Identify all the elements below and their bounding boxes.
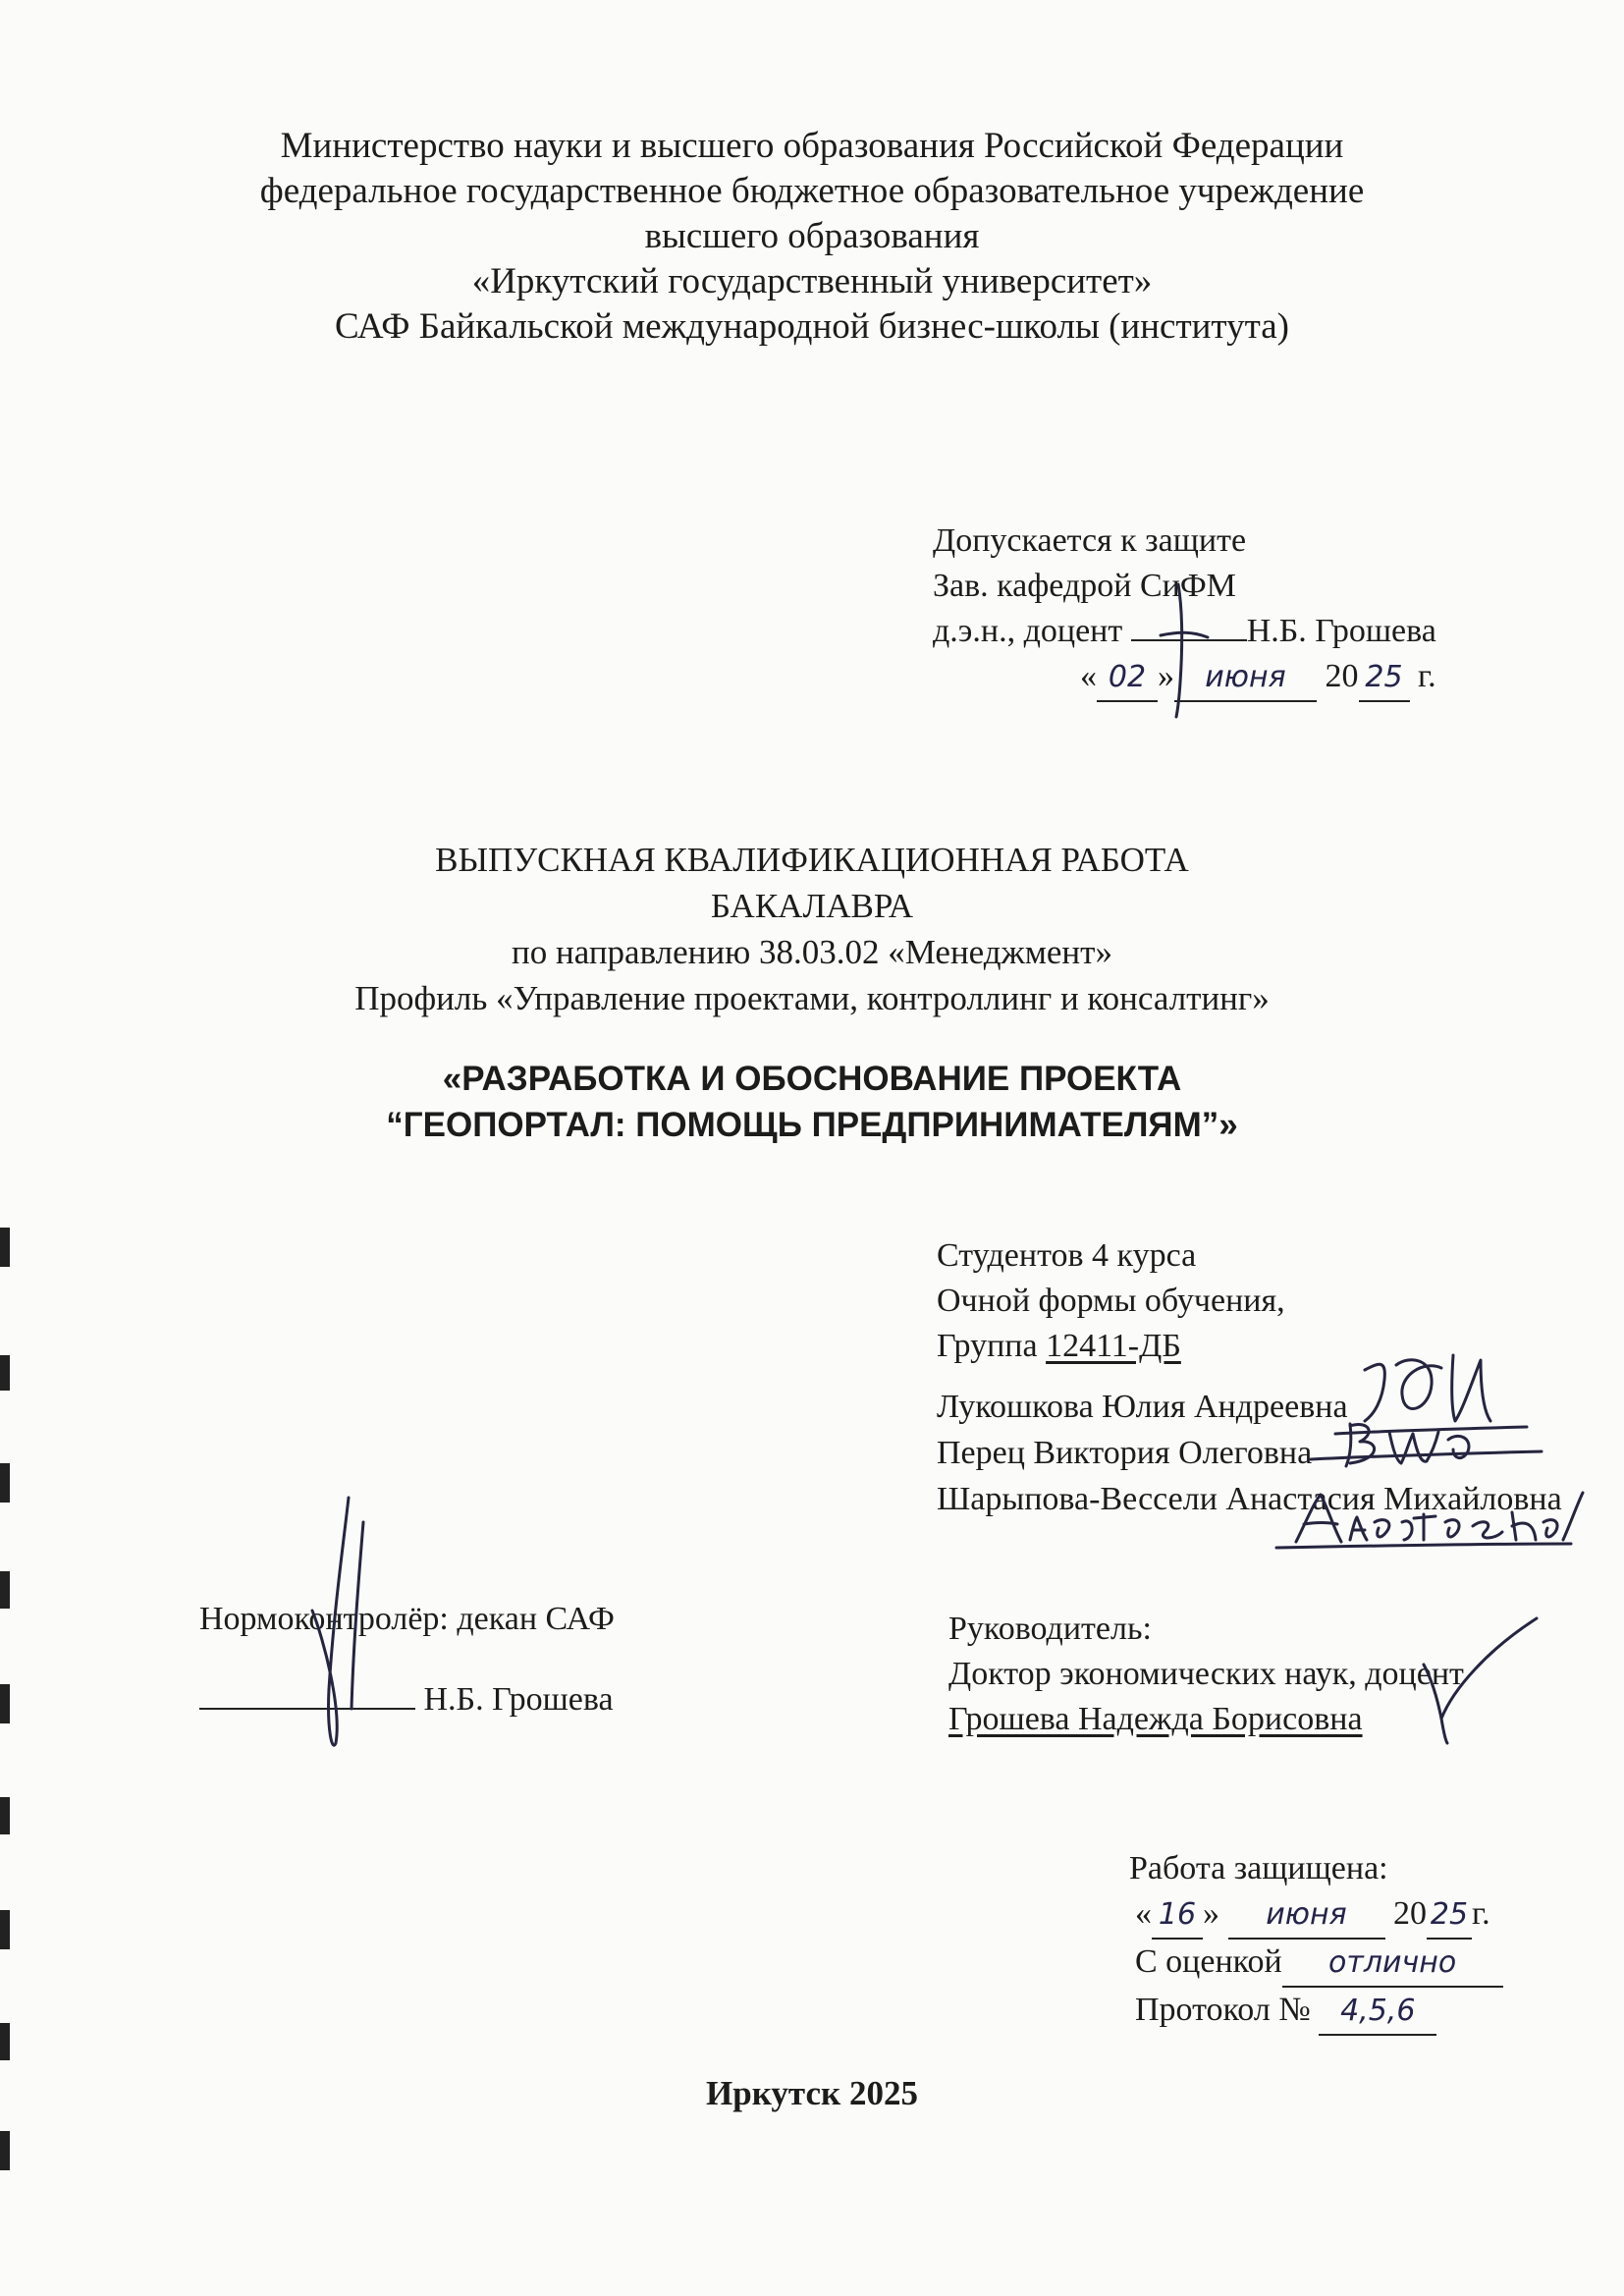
author-signature-3 [1276, 1483, 1591, 1561]
approval-signature [1149, 574, 1227, 722]
scan-edge-mark [0, 2131, 10, 2170]
normocontrol-name: Н.Б. Грошева [423, 1681, 614, 1718]
students-group [937, 1324, 1285, 1369]
thesis-topic [0, 1056, 1624, 1148]
scan-edge-mark [0, 1797, 10, 1834]
approval-line: Допускается к защите [933, 522, 1247, 559]
supervisor-title: Доктор экономических наук, доцент [948, 1656, 1464, 1692]
grade-label: С оценкой [1135, 1943, 1282, 1980]
approval-date-month: июня [1174, 655, 1317, 702]
normocontrol-signature [295, 1493, 373, 1758]
defense-date [1129, 1891, 1503, 1940]
defense-date-day: 16 [1152, 1892, 1203, 1940]
quote-close: » [1203, 1895, 1219, 1932]
city-year: Иркутск 2025 [706, 2074, 918, 2112]
quote-open: « [1135, 1895, 1152, 1932]
students-line: Студентов 4 курса [937, 1237, 1197, 1274]
scan-edge-mark [0, 1463, 10, 1503]
scan-edge-mark [0, 1571, 10, 1609]
protocol-value: 4,5,6 [1319, 1989, 1436, 2036]
header-line: САФ Байкальской международной бизнес-школы (института) [335, 306, 1289, 347]
defense-grade [1129, 1940, 1503, 1988]
group-label: Группа [937, 1328, 1038, 1364]
header-line: «Иркутский государственный университет» [471, 261, 1153, 301]
scan-edge-mark [0, 2023, 10, 2060]
quote-open: « [1080, 658, 1097, 694]
header-line: федеральное государственное бюджетное образовательное учреждение [259, 171, 1365, 211]
supervisor-block [948, 1607, 1464, 1742]
scan-edge-mark [0, 1684, 10, 1723]
topic-line: “ГЕОПОРТАЛ: ПОМОЩЬ ПРЕДПРИНИМАТЕЛЯМ”» [386, 1106, 1238, 1144]
approval-title: д.э.н., доцент [933, 613, 1123, 649]
approval-date-year-prefix: 20 [1325, 658, 1359, 694]
author-signature-2 [1311, 1412, 1546, 1481]
supervisor-signature [1414, 1611, 1551, 1748]
defense-label: Работа защищена: [1129, 1850, 1388, 1886]
defense-protocol [1129, 1988, 1503, 2036]
defense-date-unit: г. [1472, 1895, 1490, 1932]
author-name: Шарыпова-Вессели Анастасия Михайловна [937, 1481, 1562, 1517]
topic-line: «РАЗРАБОТКА И ОБОСНОВАНИЕ ПРОЕКТА [442, 1060, 1182, 1098]
normocontrol-label: Нормоконтролёр: декан САФ [199, 1601, 615, 1637]
header-line: Министерство науки и высшего образования Российской Федерации [280, 126, 1344, 166]
normocontrol-block [199, 1579, 615, 1740]
students-line: Очной формы обучения, [937, 1283, 1285, 1319]
title-line: Профиль «Управление проектами, контроллинг и консалтинг» [354, 979, 1270, 1017]
ministry-header [0, 124, 1624, 350]
approval-date-day: 02 [1097, 655, 1158, 702]
supervisor-name: Грошева Надежда Борисовна [948, 1701, 1363, 1737]
title-line: БАКАЛАВРА [710, 887, 914, 925]
defense-block [1129, 1846, 1503, 2036]
defense-date-year-prefix: 20 [1393, 1895, 1427, 1932]
normocontrol-signature-line [199, 1660, 615, 1740]
author-name: Перец Виктория Олеговна [937, 1435, 1313, 1471]
title-line: по направлению 38.03.02 «Менеджмент» [512, 933, 1112, 971]
students-block [937, 1233, 1285, 1369]
quote-close: » [1158, 658, 1174, 694]
scan-edge-mark [0, 1910, 10, 1949]
thesis-title-block [0, 837, 1624, 1021]
defense-date-month: июня [1228, 1892, 1385, 1940]
scan-edge-mark [0, 1228, 10, 1267]
approval-date-year-suffix: 25 [1359, 655, 1410, 702]
defense-date-year-suffix: 25 [1427, 1892, 1472, 1940]
scan-edge-mark [0, 1355, 10, 1391]
header-line: высшего образования [644, 216, 980, 256]
author-name: Лукошкова Юлия Андреевна [937, 1389, 1348, 1425]
supervisor-label: Руководитель: [948, 1611, 1152, 1647]
group-code: 12411-ДБ [1046, 1328, 1181, 1364]
approval-line: Зав. кафедрой СиФМ [933, 568, 1236, 604]
title-line: ВЫПУСКНАЯ КВАЛИФИКАЦИОННАЯ РАБОТА [435, 841, 1189, 879]
approval-name: Н.Б. Грошева [1246, 613, 1436, 649]
grade-value: отлично [1282, 1941, 1503, 1988]
protocol-label: Протокол № [1135, 1992, 1311, 2028]
approval-date-unit: г. [1418, 658, 1436, 694]
